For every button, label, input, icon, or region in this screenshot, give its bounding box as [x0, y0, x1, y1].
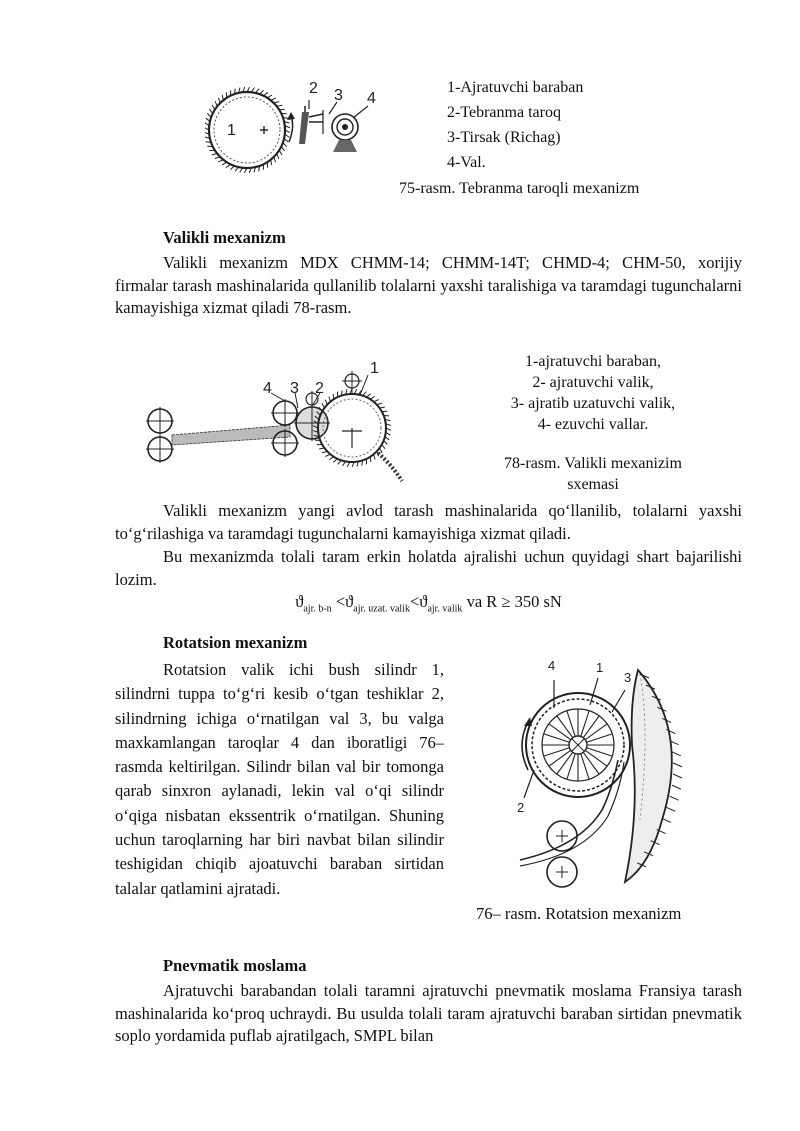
fig76-label-1: 1	[596, 660, 604, 675]
separator-drum-segment	[625, 670, 672, 882]
pressing-rollers	[146, 407, 174, 463]
fig76-label-4: 4	[548, 658, 556, 673]
oscillating-comb	[299, 106, 309, 144]
comb-plate	[378, 453, 402, 481]
separator-drum	[209, 92, 285, 168]
legend-item: 1-ajratuvchi baraban,	[525, 353, 661, 370]
rotation-arrow	[289, 116, 293, 142]
heading-rotatsion: Rotatsion mexanizm	[163, 633, 308, 652]
figure-75-legend	[447, 75, 583, 175]
figure-78-caption: 78-rasm. Valikli mexanizim	[504, 455, 682, 472]
fig75-label-4: 4	[367, 90, 376, 107]
fig75-label-1: 1	[227, 122, 236, 139]
figure-78-caption-2: sxemasi	[567, 476, 619, 493]
fig76-label-2: 2	[517, 800, 525, 815]
fig76-label-3: 3	[624, 670, 632, 685]
paragraph-rotatsion: Rotatsion valik ichi bush silindr 1, silindrni tuppa to‘g‘ri kesib o‘tgan teshiklar 2, silindrning ichiga o‘rnatilgan val 3, bu valga maxkamlangan taroqlar 4 dan iboratligi 76– rasmda keltirilgan. Silindr bilan val bir tomonga qarab sinxron aylanadi, lekin val o‘qi silindr o‘qiga nisbatan ekssentrik o‘rnatilgan. Shuning uchun taroqlarning har biri navbat bilan silindir teshigidan chiqib ajoatuvchi baraban sirtidan talalar qatlamini ajratadi.	[115, 660, 444, 898]
heading-valikli: Valikli mexanizm	[163, 228, 286, 247]
figure-75-caption: 75-rasm. Tebranma taroqli mexanizm	[399, 180, 640, 197]
legend-item: 2- ajratuvchi valik,	[532, 374, 654, 391]
legend-item: 3-Tirsak (Richag)	[447, 129, 561, 146]
inner-shaft	[569, 736, 587, 754]
paragraph-valikli-3: Bu mexanizmda tolali taram erkin holatda ajralishi uchun quyidagi shart bajarilishi lozim.	[115, 547, 742, 589]
fig75-label-3: 3	[334, 87, 343, 104]
formula: $ϑ_{ajr. b-n} <ϑ_{ajr. uzat. valik}<ϑ_{ajr. valik}$ va R ≥ 350 sN	[295, 592, 562, 615]
separating-roller	[294, 405, 330, 441]
figure-75-diagram	[205, 72, 395, 187]
drum-teeth	[205, 87, 290, 173]
figure-78-legend	[480, 351, 706, 495]
figure-78-diagram	[140, 353, 420, 485]
fig75-label-2: 2	[309, 80, 318, 97]
fig78-label-4: 4	[263, 380, 272, 397]
fig78-label-1: 1	[370, 360, 379, 377]
legend-item: 1-Ajratuvchi baraban	[447, 79, 584, 96]
paragraph-valikli-2: Valikli mexanizm yangi avlod tarash mashinalarida qo‘llanilib, tolalarni yaxshi to‘g‘rilashiga va taramdagi tugunchalarni kamayishiga xizmat qiladi.	[115, 501, 742, 543]
fig78-label-2: 2	[315, 380, 324, 397]
heading-pnevmatik: Pnevmatik moslama	[163, 956, 307, 975]
rotation-arrow	[522, 722, 528, 770]
paragraph-valikli-1: Valikli mexanizm MDX CHMM-14; CHMM-14T; CHMD-4; CHM-50, xorijiy firmalar tarash mashinalarida qullanilib tolalarni yaxshi taralishiga va taramdagi tugunchalarni kamayishiga xizmat qiladi 78-rasm.	[115, 253, 742, 317]
legend-item: 4-Val.	[447, 154, 486, 171]
legend-item: 4- ezuvchi vallar.	[537, 416, 649, 433]
legend-item: 3- ajratib uzatuvchi valik,	[510, 395, 676, 412]
figure-76-caption: 76– rasm. Rotatsion mexanizm	[476, 904, 682, 923]
shaft	[332, 114, 358, 152]
lever	[309, 110, 323, 134]
legend-item: 2-Tebranma taroq	[447, 104, 561, 121]
fig78-label-3: 3	[290, 380, 299, 397]
figure-76-diagram	[490, 650, 685, 900]
paragraph-pnevmatik: Ajratuvchi barabandan tolali taramni ajratuvchi pnevmatik moslama Fransiya tarash mashinalarida ko‘proq uchraydi. Bu usulda tolali taram ajratuvchi baraban sirtidan pnevmatik soplo yordamida puflab ajratilgach, SMPL bilan	[115, 981, 742, 1045]
separator-drum	[318, 394, 386, 462]
